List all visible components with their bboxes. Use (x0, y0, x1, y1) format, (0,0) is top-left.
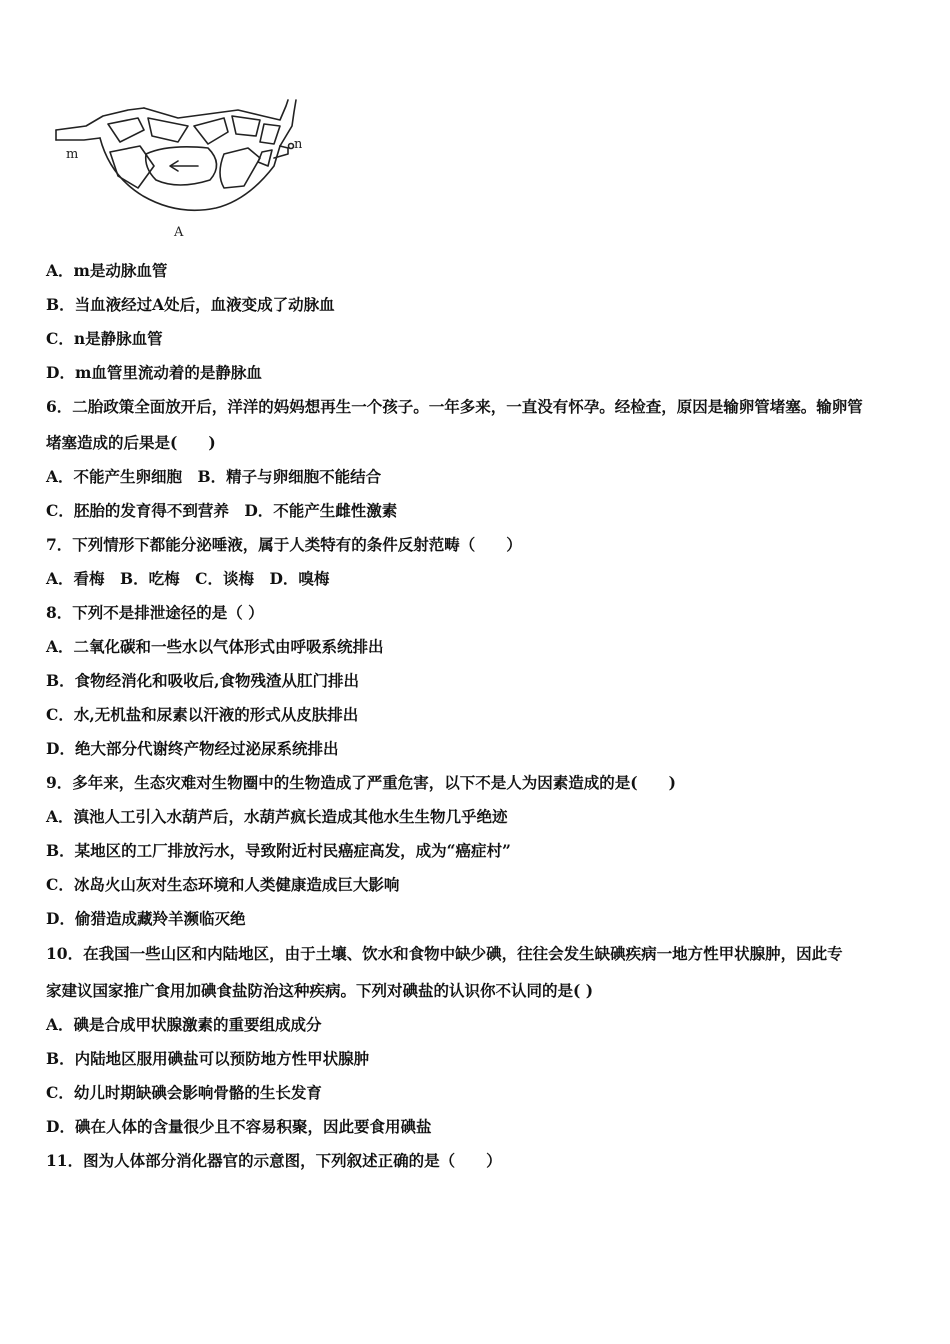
q6-options-line2: C．胚胎的发育得不到营养 D．不能产生雌性激素 (46, 501, 398, 520)
q9-option-a: A．滇池人工引入水葫芦后，水葫芦疯长造成其他水生生物几乎绝迹 (46, 807, 508, 826)
q10-option-d: D．碘在人体的含量很少且不容易积聚，因此要食用碘盐 (46, 1117, 432, 1136)
q5-option-b: B．当血液经过A处后，血液变成了动脉血 (46, 295, 335, 314)
q9-stem: 9．多年来，生态灾难对生物圈中的生物造成了严重危害，以下不是人为因素造成的是( ) (46, 773, 676, 792)
q5-option-a: A．m是动脉血管 (46, 261, 168, 280)
capillary-network-figure (48, 96, 318, 246)
q6-options-line1: A．不能产生卵细胞 B．精子与卵细胞不能结合 (46, 467, 382, 486)
q6-stem-line1: 6．二胎政策全面放开后，洋洋的妈妈想再生一个孩子。一年多来，一直没有怀孕。经检查，原因是输卵管堵塞。输卵管 (46, 397, 863, 416)
q9-option-d: D．偷猎造成藏羚羊濒临灭绝 (46, 909, 246, 928)
q10-stem-line1: 10．在我国一些山区和内陆地区，由于土壤、饮水和食物中缺少碘，往往会发生缺碘疾病一地方性甲状腺肿，因此专 (46, 944, 843, 963)
q8-option-c: C．水,无机盐和尿素以汗液的形式从皮肤排出 (46, 705, 359, 724)
q8-option-d: D．绝大部分代谢终产物经过泌尿系统排出 (46, 739, 339, 758)
label-A: A (174, 225, 184, 240)
capillary-diagram (48, 96, 318, 246)
q9-option-c: C．冰岛火山灰对生态环境和人类健康造成巨大影响 (46, 875, 400, 894)
q10-option-a: A．碘是合成甲状腺激素的重要组成成分 (46, 1015, 322, 1034)
q6-stem-line2: 堵塞造成的后果是( ) (46, 433, 216, 452)
q10-stem-line2: 家建议国家推广食用加碘食盐防治这种疾病。下列对碘盐的认识你不认同的是( ) (46, 981, 594, 1000)
q7-options: A．看梅 B．吃梅 C．谈梅 D．嗅梅 (46, 569, 330, 588)
q5-option-c: C．n是静脉血管 (46, 329, 163, 348)
q5-option-d: D．m血管里流动着的是静脉血 (46, 363, 262, 382)
q7-stem: 7．下列情形下都能分泌唾液，属于人类特有的条件反射范畴（ ） (46, 535, 522, 554)
q8-option-a: A．二氧化碳和一些水以气体形式由呼吸系统排出 (46, 637, 384, 656)
q8-option-b: B．食物经消化和吸收后,食物残渣从肛门排出 (46, 671, 359, 690)
q9-option-b: B．某地区的工厂排放污水，导致附近村民癌症高发，成为“癌症村” (46, 841, 511, 860)
label-m: m (66, 147, 79, 162)
q8-stem: 8．下列不是排泄途径的是（ ） (46, 603, 264, 622)
q10-option-b: B．内陆地区服用碘盐可以预防地方性甲状腺肿 (46, 1049, 370, 1068)
label-n: n (294, 137, 303, 152)
q11-stem: 11．图为人体部分消化器官的示意图，下列叙述正确的是（ ） (46, 1151, 502, 1170)
q10-option-c: C．幼儿时期缺碘会影响骨骼的生长发育 (46, 1083, 322, 1102)
